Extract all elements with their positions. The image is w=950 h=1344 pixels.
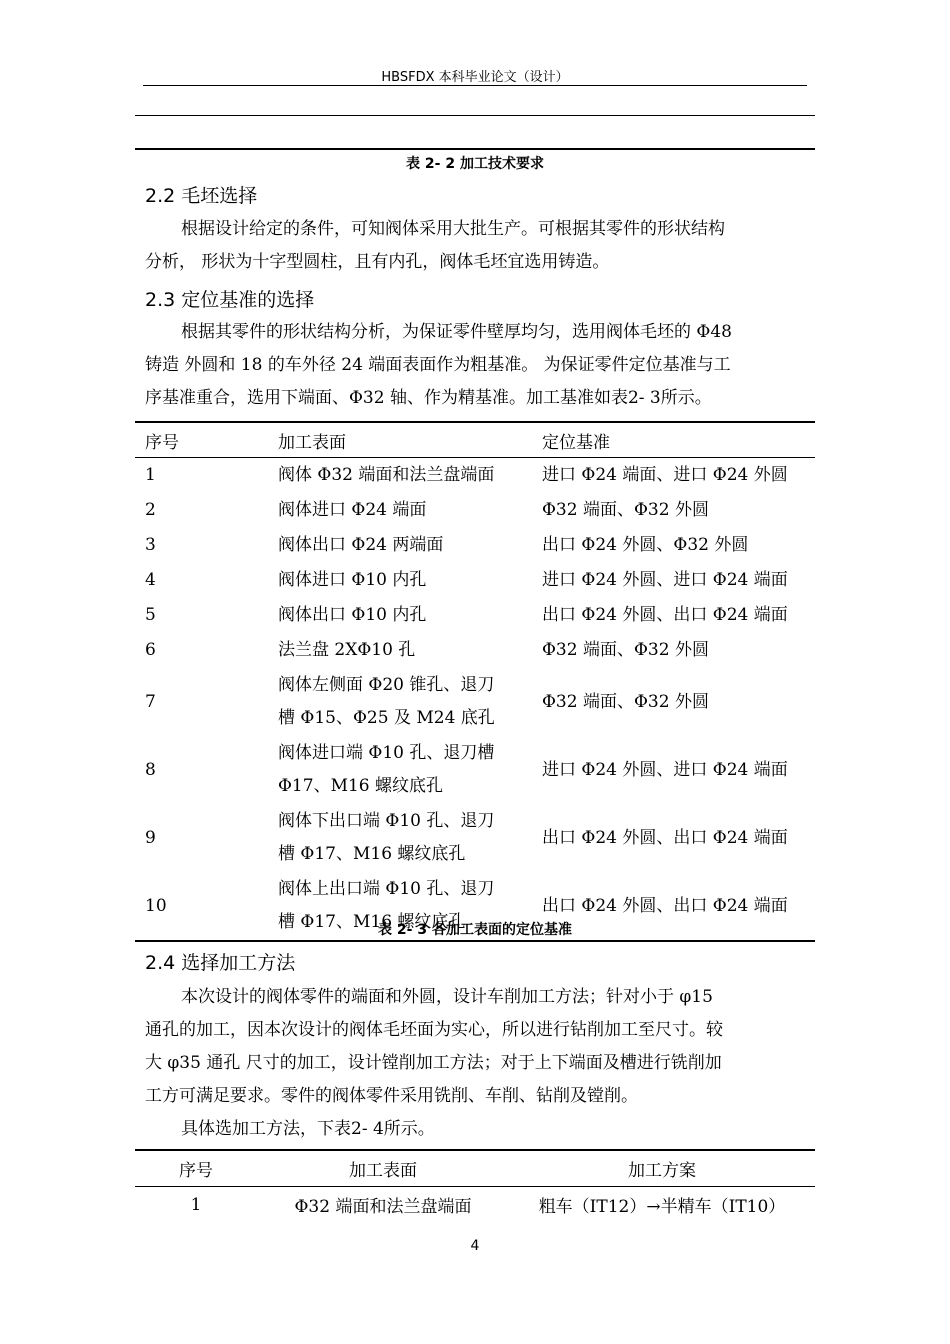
cell-no: 5 bbox=[145, 605, 156, 625]
table-row bbox=[135, 804, 815, 872]
cell-line: 法兰盘 2XΦ10 孔 bbox=[278, 640, 416, 660]
cell-no: 2 bbox=[145, 500, 156, 520]
cell-surface bbox=[274, 458, 539, 494]
section-2-3-heading: 2.3 定位基准的选择 bbox=[145, 289, 315, 311]
cell-datum: 出口 Φ24 外圆、出口 Φ24 端面 bbox=[542, 827, 788, 848]
cell-line: 阀体左侧面 Φ20 锥孔、退刀 bbox=[278, 675, 495, 695]
cell-datum: 进口 Φ24 外圆、进口 Φ24 端面 bbox=[542, 570, 788, 590]
table-row bbox=[135, 528, 815, 563]
paragraph-line: 序基准重合，选用下端面、Φ32 轴、作为精基准。加工基准如表2- 3所示。 bbox=[145, 388, 712, 408]
table-2-2-caption: 表 2- 2 加工技术要求 bbox=[406, 156, 544, 172]
col-header-no: 序号 bbox=[135, 1150, 257, 1187]
cell-line: 阀体出口 Φ24 两端面 bbox=[278, 535, 444, 555]
col-header-surface: 加工表面 bbox=[257, 1150, 509, 1187]
cell-datum: 出口 Φ24 外圆、出口 Φ24 端面 bbox=[542, 895, 788, 916]
paragraph-line: 铸造 外圆和 18 的车外径 24 端面表面作为粗基准。 为保证零件定位基准与工 bbox=[145, 355, 731, 375]
cell-surface bbox=[274, 493, 539, 528]
table-2-3 bbox=[135, 421, 815, 942]
table-row bbox=[135, 563, 815, 598]
cell-surface bbox=[274, 598, 539, 633]
paragraph-line: 通孔的加工，因本次设计的阀体毛坯面为实心，所以进行钻削加工至尺寸。较 bbox=[145, 1020, 723, 1040]
page-header: HBSFDX 本科毕业论文（设计） bbox=[381, 70, 569, 85]
table-2-2-rule-1 bbox=[135, 115, 815, 116]
cell-datum: Φ32 端面、Φ32 外圆 bbox=[542, 500, 709, 520]
cell-no: 1 bbox=[145, 465, 156, 485]
section-2-4-body bbox=[145, 981, 815, 1113]
cell-no: 10 bbox=[145, 895, 167, 916]
cell-surface bbox=[274, 563, 539, 598]
cell-surface bbox=[274, 528, 539, 563]
cell-line: 阀体进口端 Φ10 孔、退刀槽 bbox=[278, 743, 495, 763]
cell-surface bbox=[274, 668, 539, 736]
paragraph-line: 分析， 形状为十字型圆柱，且有内孔，阀体毛坯宜选用铸造。 bbox=[145, 252, 610, 272]
cell-surface: Φ32 端面和法兰盘端面 bbox=[294, 1197, 472, 1217]
paragraph-line: 本次设计的阀体零件的端面和外圆，设计车削加工方法；针对小于 φ15 bbox=[181, 987, 713, 1007]
cell-surface bbox=[274, 804, 539, 872]
table-row bbox=[135, 458, 815, 494]
header-rule bbox=[143, 85, 807, 86]
table-2-4 bbox=[135, 1149, 815, 1222]
col-header-datum: 定位基准 bbox=[539, 422, 815, 458]
cell-no: 7 bbox=[145, 691, 156, 712]
section-2-4-intro bbox=[145, 1113, 815, 1146]
paragraph-line: 根据设计给定的条件，可知阀体采用大批生产。可根据其零件的形状结构 bbox=[181, 219, 725, 239]
cell-no: 9 bbox=[145, 827, 156, 848]
cell-plan: 粗车（IT12）→半精车（IT10） bbox=[538, 1197, 786, 1217]
cell-line: 阀体进口 Φ24 端面 bbox=[278, 500, 427, 520]
table-row bbox=[135, 598, 815, 633]
table-header-row bbox=[135, 422, 815, 458]
col-header-no: 序号 bbox=[135, 422, 274, 458]
table-2-2-rule-2 bbox=[135, 148, 815, 150]
cell-surface bbox=[274, 736, 539, 804]
paragraph-line: 大 φ35 通孔 尺寸的加工，设计镗削加工方法；对于上下端面及槽进行铣削加 bbox=[145, 1053, 722, 1073]
section-2-2-heading: 2.2 毛坯选择 bbox=[145, 185, 258, 207]
paragraph-line: 具体选加工方法，下表2- 4所示。 bbox=[181, 1119, 435, 1139]
cell-line: 槽 Φ17、M16 螺纹底孔 bbox=[278, 844, 466, 864]
paragraph-line: 根据其零件的形状结构分析，为保证零件壁厚均匀，选用阀体毛坯的 Φ48 bbox=[181, 322, 732, 342]
cell-no: 1 bbox=[190, 1194, 202, 1215]
cell-no: 3 bbox=[145, 535, 156, 555]
cell-datum: 进口 Φ24 端面、进口 Φ24 外圆 bbox=[542, 465, 788, 485]
cell-line: 阀体进口 Φ10 内孔 bbox=[278, 570, 427, 590]
table-2-3-caption: 表 2- 3 各加工表面的定位基准 bbox=[378, 922, 572, 938]
cell-datum: 出口 Φ24 外圆、出口 Φ24 端面 bbox=[542, 605, 788, 625]
section-2-3-body bbox=[145, 316, 815, 415]
col-header-plan: 加工方案 bbox=[509, 1150, 815, 1187]
table-row bbox=[135, 736, 815, 804]
table-row bbox=[135, 1187, 815, 1223]
cell-no: 6 bbox=[145, 640, 156, 660]
cell-line: Φ17、M16 螺纹底孔 bbox=[278, 776, 444, 796]
paragraph-line: 工方可满足要求。零件的阀体零件采用铣削、车削、钻削及镗削。 bbox=[145, 1086, 638, 1106]
cell-datum: Φ32 端面、Φ32 外圆 bbox=[542, 691, 709, 712]
cell-datum: 进口 Φ24 外圆、进口 Φ24 端面 bbox=[542, 759, 788, 780]
cell-no: 8 bbox=[145, 759, 156, 780]
cell-no: 4 bbox=[145, 570, 156, 590]
table-row bbox=[135, 633, 815, 668]
cell-surface bbox=[274, 633, 539, 668]
cell-line: 阀体下出口端 Φ10 孔、退刀 bbox=[278, 811, 495, 831]
page-number: 4 bbox=[470, 1238, 480, 1254]
table-row bbox=[135, 493, 815, 528]
section-2-4-heading: 2.4 选择加工方法 bbox=[145, 952, 296, 974]
cell-line: 阀体上出口端 Φ10 孔、退刀 bbox=[278, 879, 495, 899]
table-row bbox=[135, 668, 815, 736]
cell-datum: Φ32 端面、Φ32 外圆 bbox=[542, 640, 709, 660]
cell-line: 阀体 Φ32 端面和法兰盘端面 bbox=[278, 465, 495, 485]
section-2-2-body bbox=[145, 213, 815, 279]
cell-line: 阀体出口 Φ10 内孔 bbox=[278, 605, 427, 625]
table-header-row bbox=[135, 1150, 815, 1187]
col-header-surface: 加工表面 bbox=[274, 422, 539, 458]
cell-line: 槽 Φ15、Φ25 及 M24 底孔 bbox=[278, 708, 495, 728]
cell-datum: 出口 Φ24 外圆、Φ32 外圆 bbox=[542, 535, 749, 555]
cell-line: 槽 Φ17、M16 螺纹底孔 bbox=[278, 912, 466, 932]
